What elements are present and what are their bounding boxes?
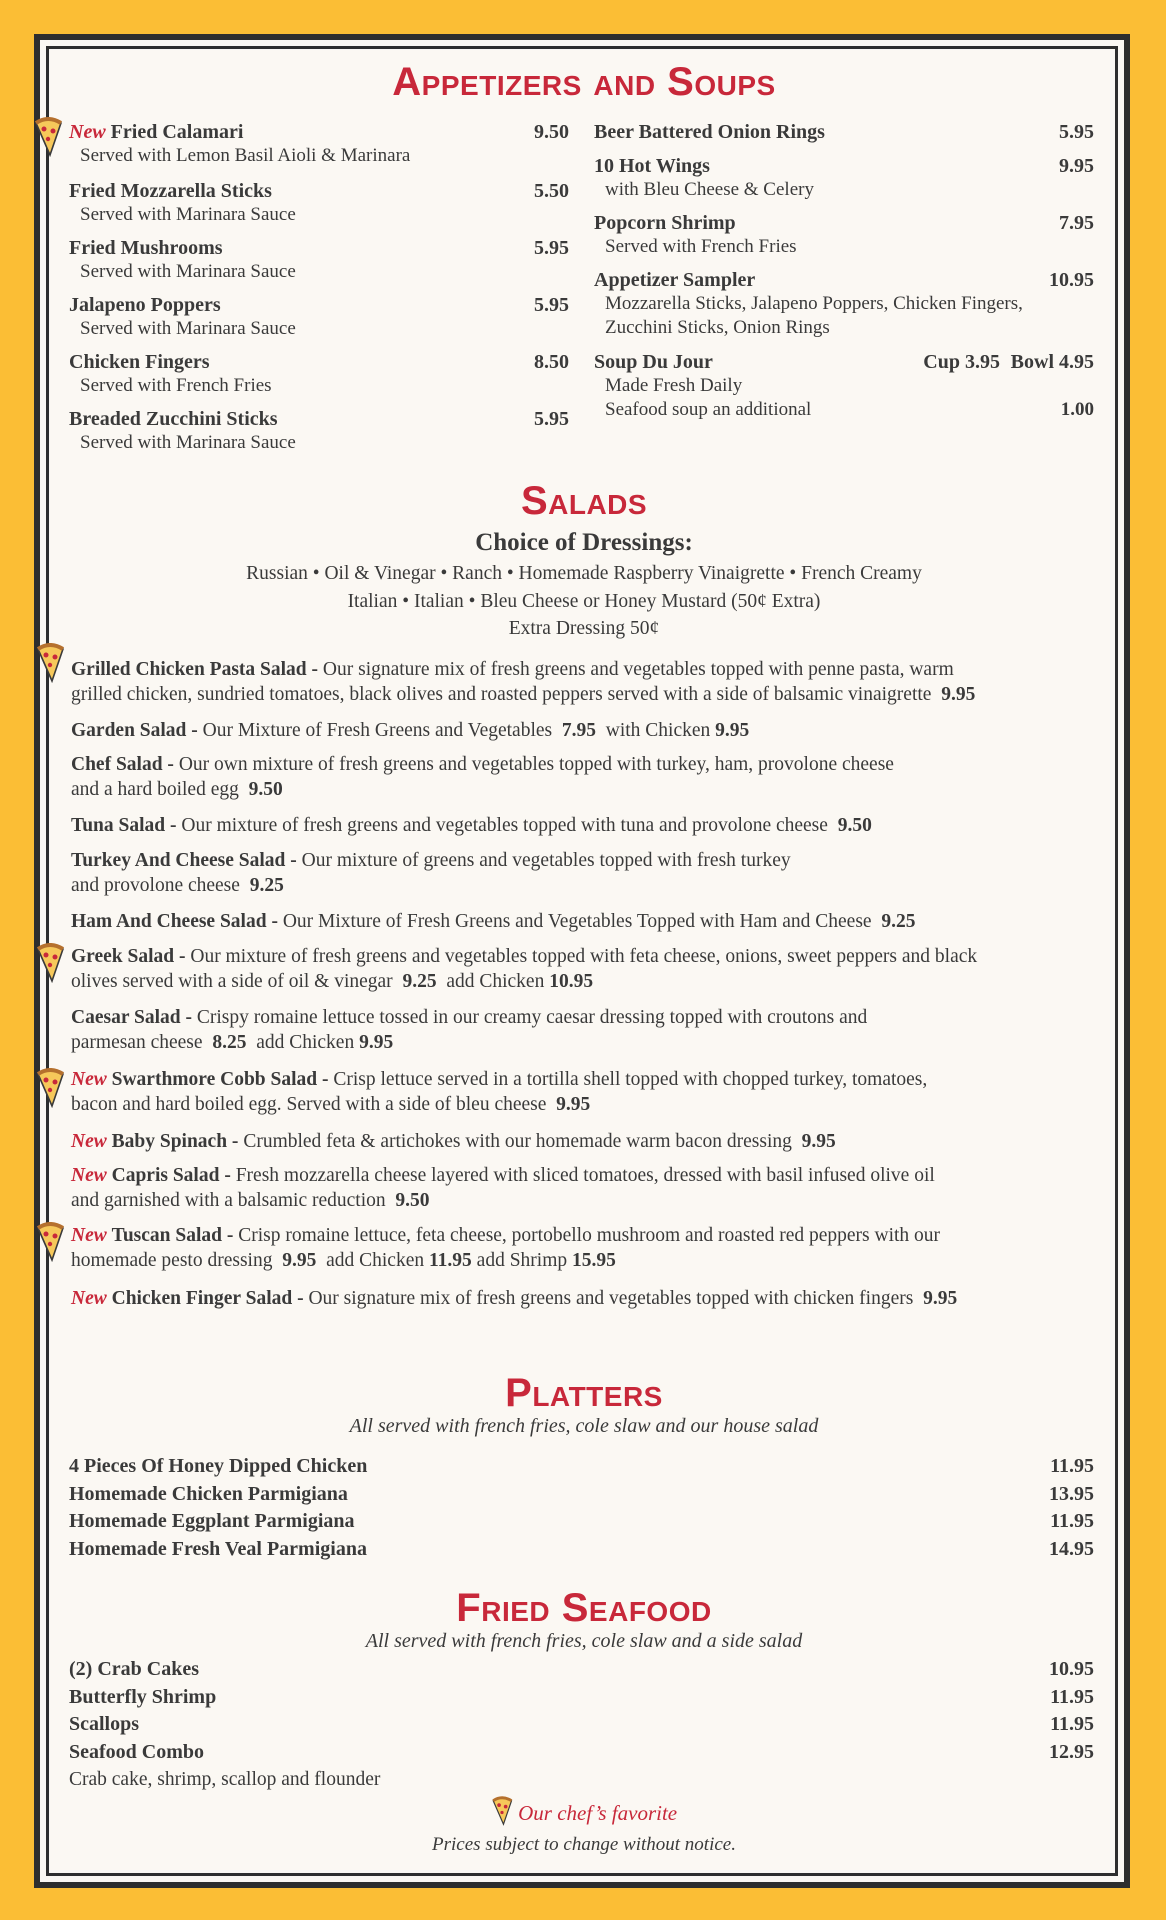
item-price: 5.95 [534, 294, 569, 316]
new-badge: New [71, 1165, 107, 1186]
appetizers-title: Appetizers and Soups [392, 60, 776, 104]
item-desc: Served with Marinara Sauce [80, 432, 296, 453]
seafood-name: Seafood Combo [69, 1740, 205, 1763]
salad-desc: Our signature mix of fresh greens and vegetables topped with penne pasta, warm [322, 659, 954, 680]
menu-item [594, 154, 1094, 202]
seafood-subtitle: All served with french fries, cole slaw and a side salad [365, 1630, 803, 1652]
salad-name: Turkey And Cheese Salad - [71, 850, 297, 871]
item-desc: Zucchini Sticks, Onion Rings [605, 317, 830, 338]
platters-list [69, 1453, 1094, 1563]
item-price: 5.95 [534, 237, 569, 259]
menu-item [594, 211, 1094, 259]
chefs-favorite-label: Our chef’s favorite [518, 1801, 678, 1825]
salads-title: Salads [520, 479, 648, 523]
salad-item [71, 752, 1081, 802]
new-badge: New [71, 1288, 107, 1309]
seafood-name: (2) Crab Cakes [69, 1658, 199, 1680]
dressings-list [36, 560, 1132, 643]
salad-item [71, 1223, 1081, 1273]
salad-item [71, 1129, 1081, 1154]
item-price: 9.50 [534, 121, 569, 143]
item-name: Breaded Zucchini Sticks [69, 408, 278, 430]
salad-price: 9.25 [402, 971, 437, 992]
pizza-slice-icon [491, 1796, 513, 1826]
platters-title: Platters [505, 1371, 663, 1415]
seafood-list [69, 1656, 1094, 1794]
menu-item [69, 293, 569, 341]
new-badge: New [71, 1225, 107, 1246]
platter-row [69, 1508, 1094, 1536]
item-name: Beer Battered Onion Rings [594, 121, 825, 143]
platters-subtitle: All served with french fries, cole slaw and our house salad [349, 1415, 819, 1437]
salad-desc: bacon and hard boiled egg. Served with a side of bleu cheese [71, 1094, 547, 1115]
item-name: Fried Mushrooms [69, 237, 223, 259]
item-name: Fried Calamari [110, 121, 244, 143]
menu-item [69, 407, 569, 455]
new-badge: New [71, 1131, 107, 1152]
salad-addon-price: 11.95 [428, 1250, 472, 1271]
chefs-favorite-pizza-icon [35, 943, 65, 983]
platter-price: 14.95 [1049, 1537, 1094, 1560]
chefs-favorite-pizza-icon [35, 1068, 65, 1108]
salad-addon: add Shrimp [476, 1250, 568, 1271]
menu-item [69, 179, 569, 227]
dressings-line: Russian • Oil & Vinegar • Ranch • Homemade Raspberry Vinaigrette • French Creamy [246, 563, 922, 584]
salad-addon: with Chicken [605, 720, 711, 741]
chefs-favorite-pizza-icon [33, 117, 63, 157]
soup-extra-price: 1.00 [1060, 399, 1094, 420]
salad-desc: grilled chicken, sundried tomatoes, black olives and roasted peppers served with a side of balsamic vinaigrette [71, 684, 932, 705]
item-desc: Mozzarella Sticks, Jalapeno Poppers, Chicken Fingers, [605, 293, 1023, 314]
item-price: 8.50 [534, 351, 569, 373]
seafood-row [69, 1739, 1094, 1767]
seafood-row [69, 1684, 1094, 1712]
menu-item [69, 120, 569, 168]
salad-price: 9.50 [248, 779, 283, 800]
menu-item [594, 120, 1094, 144]
salad-name: Caesar Salad - [71, 1007, 192, 1028]
item-name: Chicken Fingers [69, 351, 210, 373]
salad-addon-price: 9.95 [359, 1032, 394, 1053]
salad-price: 9.25 [249, 875, 284, 896]
salad-name: Tuscan Salad - [111, 1225, 234, 1246]
salad-price: 8.25 [212, 1032, 247, 1053]
dressings-title: Choice of Dressings: [475, 529, 693, 556]
item-price: 7.95 [1059, 212, 1094, 234]
salad-desc: Our mixture of fresh greens and vegetables topped with feta cheese, onions, sweet peppers and black [190, 946, 978, 967]
soup-item [594, 350, 1094, 422]
salad-desc: Crispy romaine lettuce tossed in our creamy caesar dressing topped with croutons and [196, 1007, 868, 1028]
salad-item [71, 1067, 1081, 1117]
salad-price: 9.50 [395, 1190, 430, 1211]
item-name: Jalapeno Poppers [69, 294, 221, 316]
salad-item [71, 1286, 1081, 1311]
salad-name: Capris Salad - [111, 1165, 231, 1186]
salad-desc: parmesan cheese [71, 1032, 203, 1053]
salad-desc: Crisp romaine lettuce, feta cheese, portobello mushroom and roasted red peppers with our [238, 1225, 941, 1246]
salad-desc: Fresh mozzarella cheese layered with sliced tomatoes, dressed with basil infused olive oil [235, 1165, 935, 1186]
salad-name: Chef Salad - [71, 754, 174, 775]
salad-addon-price: 15.95 [572, 1250, 616, 1271]
salad-desc: and garnished with a balsamic reduction [71, 1190, 386, 1211]
seafood-name: Butterfly Shrimp [69, 1685, 217, 1708]
item-desc: Served with Marinara Sauce [80, 204, 296, 225]
salad-name: Grilled Chicken Pasta Salad - [71, 659, 319, 680]
salad-item [71, 1005, 1081, 1055]
soup-extra [594, 398, 1094, 422]
item-desc: Served with Marinara Sauce [80, 318, 296, 339]
item-price: 9.95 [1059, 155, 1094, 177]
new-badge: New [71, 1069, 107, 1090]
salad-price: 9.95 [923, 1288, 958, 1309]
salad-addon: add Chicken [446, 971, 545, 992]
salad-addon: add Chicken [256, 1032, 355, 1053]
salad-name: Ham And Cheese Salad - [71, 911, 278, 932]
salad-name: Tuna Salad - [71, 815, 177, 836]
salad-desc: Our mixture of greens and vegetables topped with fresh turkey [301, 850, 791, 871]
seafood-combo-desc: Crab cake, shrimp, scallop and flounder [69, 1769, 381, 1790]
salad-desc: Crisp lettuce served in a tortilla shell topped with chopped turkey, tomatoes, [333, 1069, 928, 1090]
salad-desc: and provolone cheese [71, 875, 240, 896]
seafood-row [69, 1656, 1094, 1684]
salad-desc: Our signature mix of fresh greens and vegetables topped with chicken fingers [308, 1288, 914, 1309]
salad-name: Garden Salad - [71, 720, 198, 741]
salad-name: Baby Spinach - [111, 1131, 239, 1152]
item-desc: Served with Marinara Sauce [80, 261, 296, 282]
salad-desc: Our Mixture of Fresh Greens and Vegetables [202, 720, 553, 741]
cup-price: Cup 3.95 [923, 351, 1000, 373]
item-name: Popcorn Shrimp [594, 212, 736, 234]
salad-item [71, 813, 1081, 838]
salad-name: Greek Salad - [71, 946, 186, 967]
seafood-name: Scallops [69, 1713, 140, 1735]
chefs-favorite-pizza-icon [35, 643, 65, 683]
salad-desc: Our mixture of fresh greens and vegetables topped with tuna and provolone cheese [181, 815, 828, 836]
salad-name: Swarthmore Cobb Salad - [111, 1069, 329, 1090]
item-price: 5.95 [1059, 121, 1094, 143]
item-desc: Made Fresh Daily [605, 375, 743, 396]
platter-price: 13.95 [1049, 1482, 1094, 1505]
salad-price: 9.25 [881, 911, 916, 932]
salad-price: 9.95 [282, 1250, 317, 1271]
item-price: 5.95 [534, 408, 569, 430]
salad-desc: Our own mixture of fresh greens and vegetables topped with turkey, ham, provolone cheese [178, 754, 894, 775]
soup-extra-label: Seafood soup an additional [605, 399, 812, 420]
salad-item [71, 657, 1081, 707]
salad-item [71, 718, 1081, 743]
dressings-line: Extra Dressing 50¢ [508, 618, 660, 639]
salad-price: 7.95 [561, 720, 596, 741]
salad-addon-price: 10.95 [549, 971, 594, 992]
salad-price: 9.95 [941, 684, 976, 705]
seafood-price: 10.95 [1049, 1658, 1094, 1680]
platter-name: Homemade Eggplant Parmigiana [69, 1510, 355, 1532]
item-price: 10.95 [1049, 269, 1094, 291]
item-desc: Served with French Fries [80, 375, 272, 396]
salad-item [71, 909, 1081, 934]
seafood-price: 12.95 [1049, 1740, 1094, 1763]
item-name: Soup Du Jour [594, 351, 713, 373]
salad-addon-price: 9.95 [715, 720, 750, 741]
seafood-row [69, 1711, 1094, 1739]
salad-price: 9.95 [801, 1131, 836, 1152]
salad-desc: olives served with a side of oil & vinegar [71, 971, 393, 992]
platter-row [69, 1453, 1094, 1481]
salad-item [71, 848, 1081, 898]
platter-name: Homemade Fresh Veal Parmigiana [69, 1537, 367, 1560]
item-name: 10 Hot Wings [594, 155, 710, 177]
dressings-line: Italian • Italian • Bleu Cheese or Honey Mustard (50¢ Extra) [347, 590, 821, 612]
salad-addon: add Chicken [326, 1250, 425, 1271]
seafood-price: 11.95 [1050, 1685, 1094, 1708]
seafood-title: Fried Seafood [456, 1586, 712, 1630]
salad-item [71, 1163, 1081, 1213]
salad-price: 9.95 [556, 1094, 591, 1115]
menu-item [69, 350, 569, 398]
chefs-favorite-legend [36, 1796, 1132, 1827]
salad-desc: Our Mixture of Fresh Greens and Vegetables Topped with Ham and Cheese [282, 911, 872, 932]
platter-row [69, 1481, 1094, 1509]
item-desc: Served with French Fries [605, 236, 797, 257]
salad-desc: homemade pesto dressing [71, 1250, 273, 1271]
item-name: Fried Mozzarella Sticks [69, 180, 272, 202]
salad-name: Chicken Finger Salad - [111, 1288, 304, 1309]
price-notice: Prices subject to change without notice. [432, 1834, 736, 1855]
salad-desc: and a hard boiled egg [71, 779, 239, 800]
chefs-favorite-pizza-icon [35, 1222, 65, 1262]
menu-item [69, 236, 569, 284]
item-price: 5.50 [534, 180, 569, 202]
platter-price: 11.95 [1050, 1510, 1094, 1532]
platter-row [69, 1536, 1094, 1564]
salad-desc: Crumbled feta & artichokes with our homemade warm bacon dressing [243, 1131, 792, 1152]
item-desc: Served with Lemon Basil Aioli & Marinara [80, 145, 411, 166]
item-name: Appetizer Sampler [594, 269, 756, 291]
seafood-price: 11.95 [1050, 1713, 1094, 1735]
platter-name: 4 Pieces Of Honey Dipped Chicken [69, 1455, 368, 1477]
platter-price: 11.95 [1050, 1455, 1094, 1477]
item-desc: with Bleu Cheese & Celery [605, 179, 814, 200]
bowl-price: Bowl 4.95 [1010, 351, 1094, 373]
menu-item [594, 268, 1094, 340]
new-badge: New [69, 121, 106, 143]
salad-item [71, 944, 1081, 994]
salad-price: 9.50 [837, 815, 872, 836]
platter-name: Homemade Chicken Parmigiana [69, 1482, 348, 1505]
